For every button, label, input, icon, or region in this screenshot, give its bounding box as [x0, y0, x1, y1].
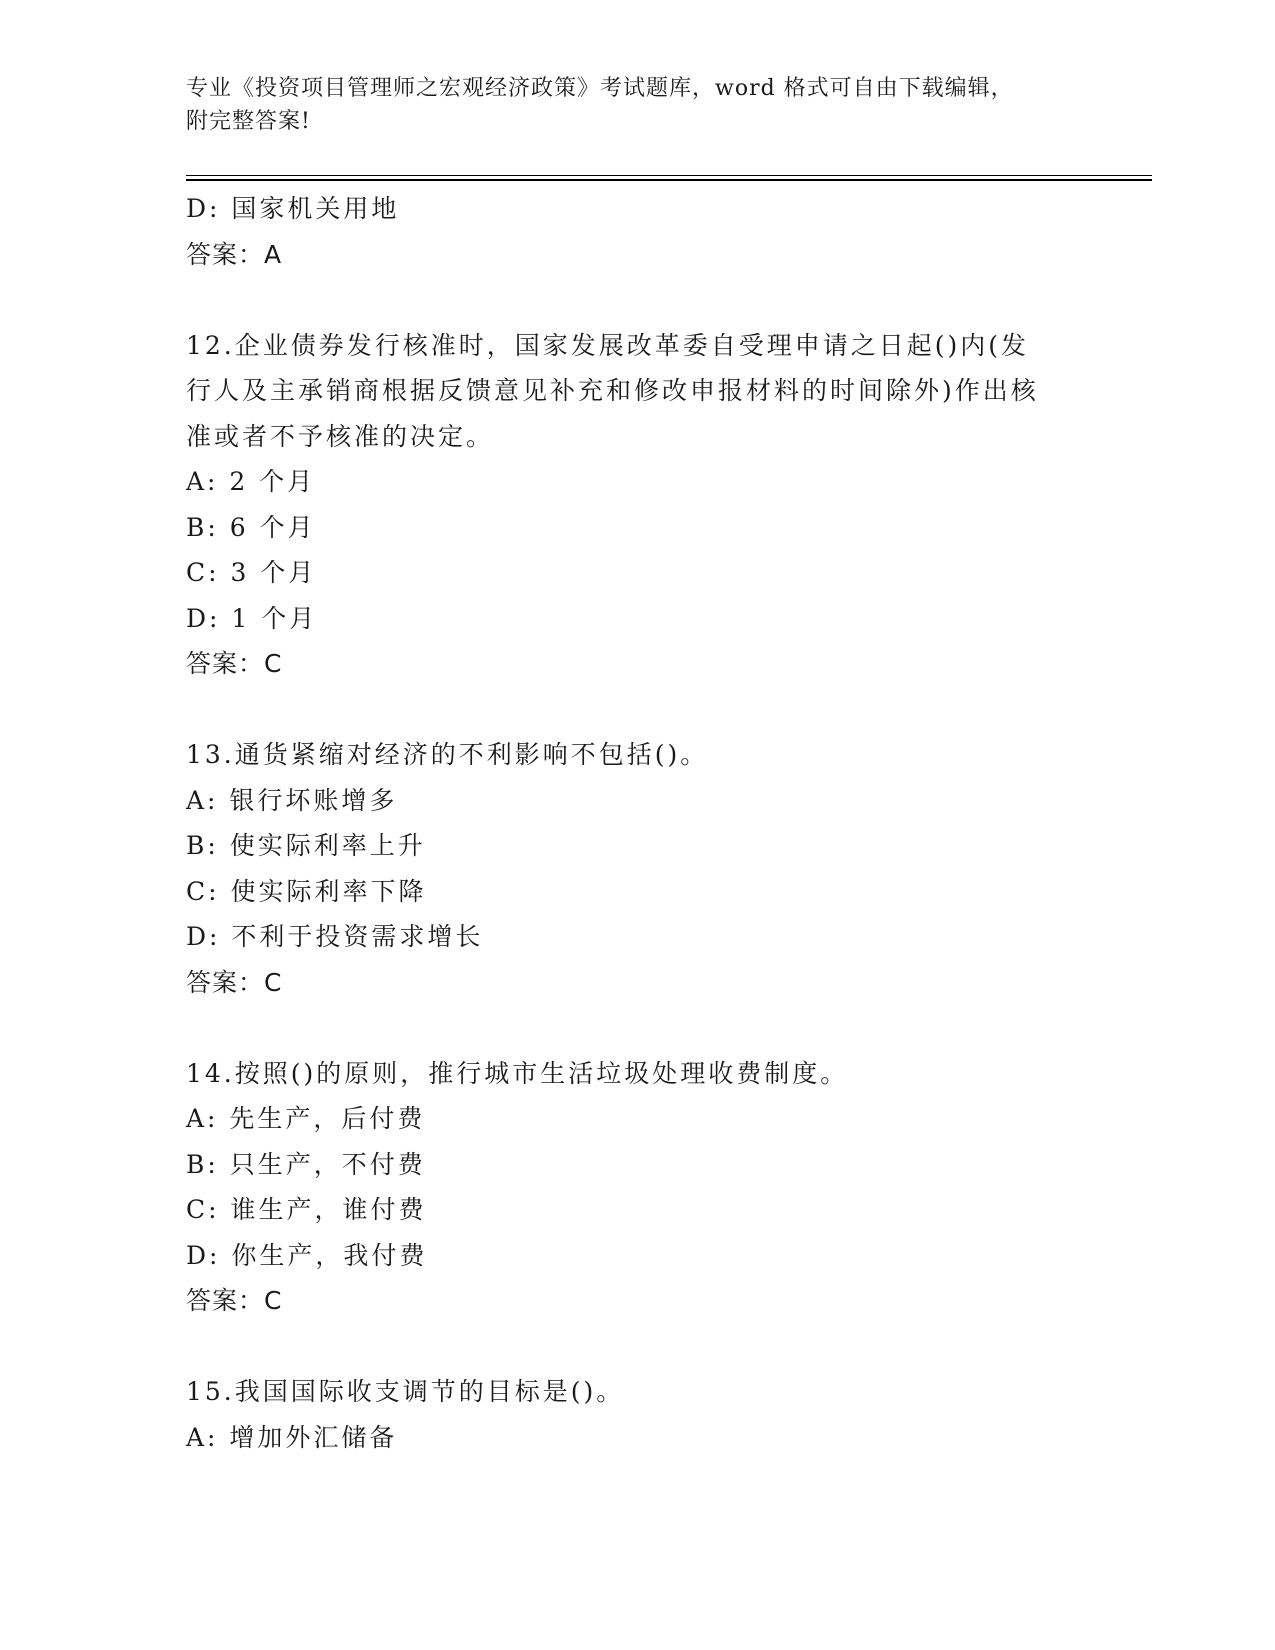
question-stem	[186, 1369, 1086, 1415]
question-stem	[186, 1051, 1086, 1097]
question-stem	[186, 732, 1086, 778]
question-15	[186, 1369, 1086, 1460]
stem-line: 12.企业债券发行核准时，国家发展改革委自受理申请之日起()内(发	[186, 330, 1030, 360]
header-divider-thick	[186, 179, 1152, 181]
option-a: A: 2 个月	[186, 467, 316, 496]
spacer	[186, 1324, 1086, 1370]
option-c: C: 使实际利率下降	[186, 876, 427, 906]
answer: 答案：C	[186, 649, 283, 678]
prev-option-d: D: 国家机关用地	[186, 194, 400, 223]
option-d: D: 不利于投资需求增长	[186, 922, 484, 951]
spacer	[186, 687, 1086, 733]
option-b: B: 只生产，不付费	[186, 1149, 426, 1179]
answer: 答案：C	[186, 967, 283, 997]
answer: 答案：C	[186, 1286, 283, 1315]
stem-line: 13.通货紧缩对经济的不利影响不包括()。	[186, 740, 709, 769]
question-12	[186, 323, 1086, 687]
document-header	[186, 72, 1086, 138]
option-d: D: 1 个月	[186, 603, 318, 633]
option-c: C: 谁生产，谁付费	[186, 1195, 427, 1224]
question-stem	[186, 323, 1086, 460]
option-a: A: 银行坏账增多	[186, 785, 398, 815]
option-c: C: 3 个月	[186, 558, 317, 587]
prev-answer: 答案：A	[186, 239, 283, 269]
spacer	[186, 1005, 1086, 1051]
stem-line: 15.我国国际收支调节的目标是()。	[186, 1377, 625, 1406]
option-b: B: 使实际利率上升	[186, 831, 426, 860]
question-13	[186, 732, 1086, 1005]
option-d: D: 你生产，我付费	[186, 1240, 428, 1270]
option-a: A: 先生产，后付费	[186, 1104, 426, 1133]
spacer	[186, 277, 1086, 323]
question-14	[186, 1051, 1086, 1324]
option-a: A: 增加外汇储备	[186, 1422, 398, 1452]
header-divider-thin	[186, 175, 1152, 176]
stem-line: 准或者不予核准的决定。	[186, 421, 495, 451]
header-line-2: 附完整答案!	[186, 109, 311, 134]
stem-line: 行人及主承销商根据反馈意见补充和修改申报材料的时间除外)作出核	[186, 376, 1039, 405]
option-b: B: 6 个月	[186, 512, 316, 542]
stem-line: 14.按照()的原则，推行城市生活垃圾处理收费制度。	[186, 1058, 849, 1088]
header-line-1: 专业《投资项目管理师之宏观经济政策》考试题库，word 格式可自由下载编辑，	[186, 76, 1014, 101]
question-list	[186, 186, 1086, 1460]
